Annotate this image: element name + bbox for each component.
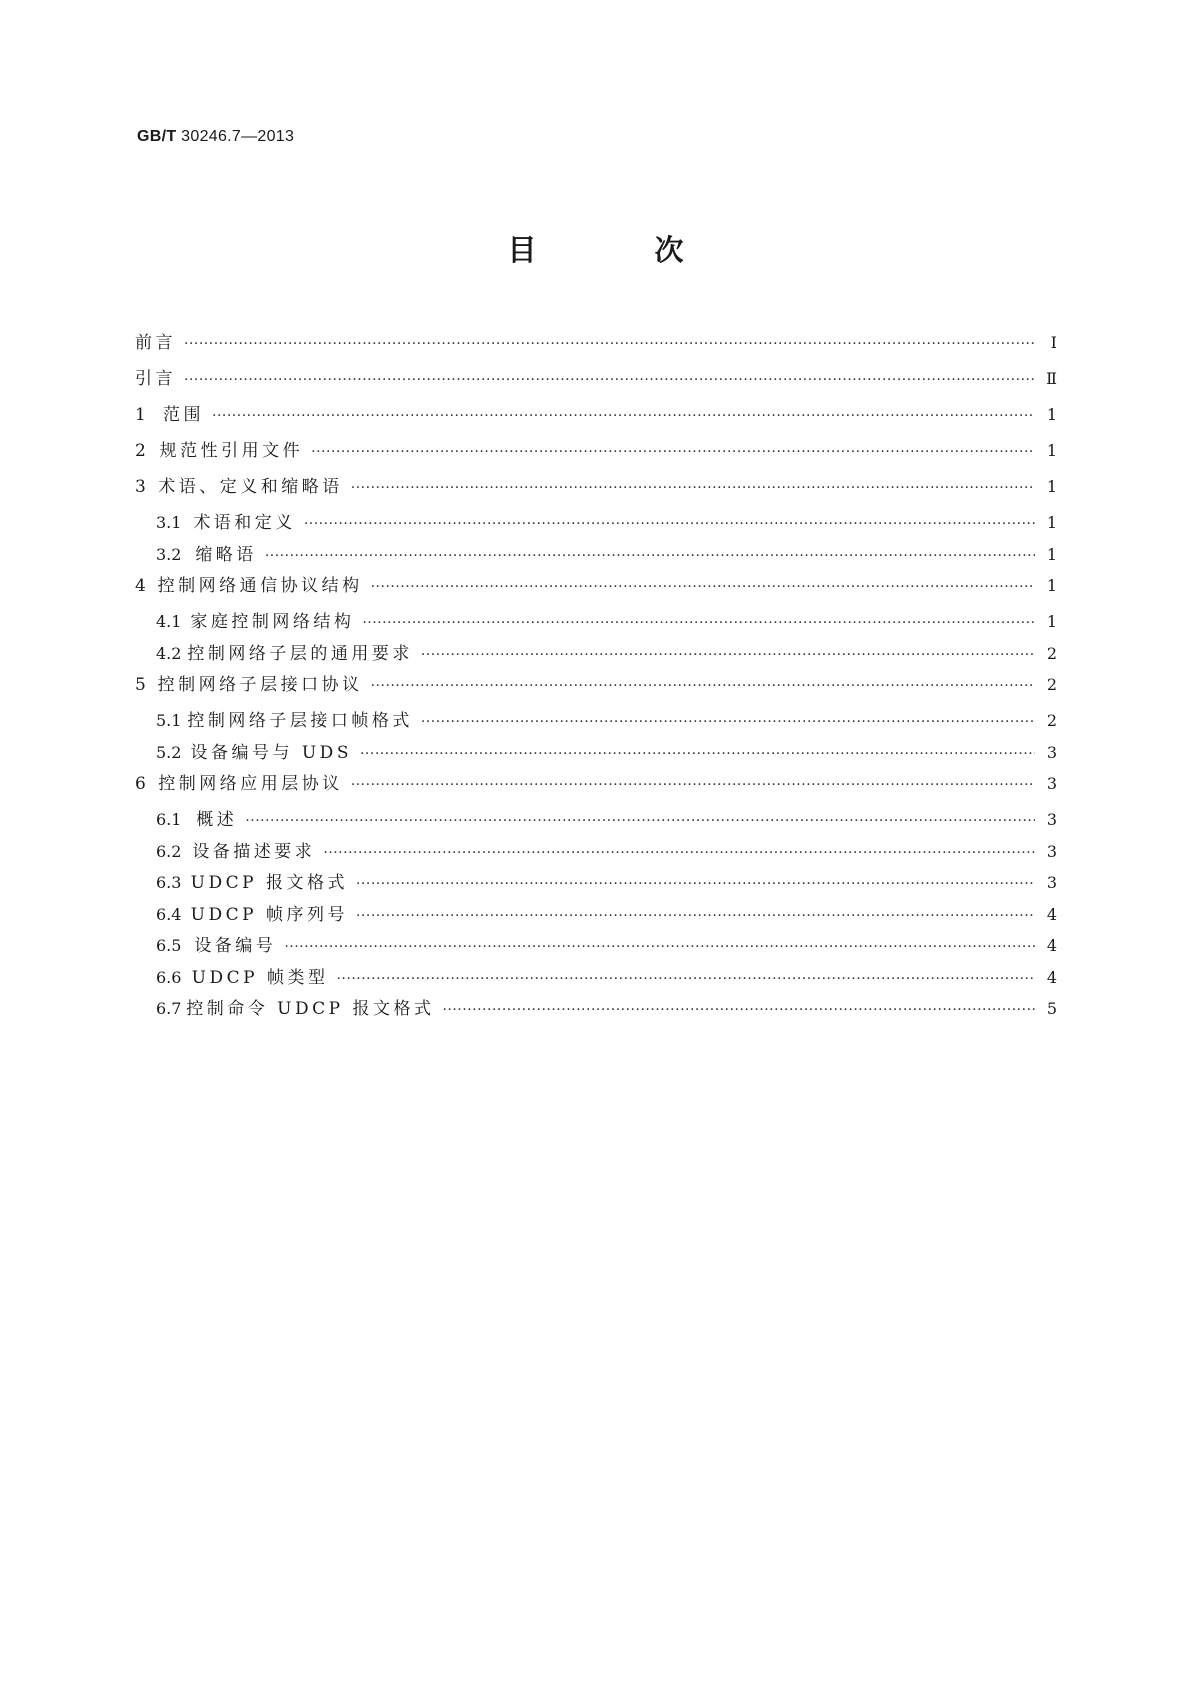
toc-entry-page: Ⅱ (1046, 369, 1057, 388)
toc-entry-number: 4.2 (156, 643, 182, 663)
standard-header (137, 128, 294, 146)
toc-entry-title: 范围 (163, 405, 204, 425)
toc-entry-title: 控制网络子层接口帧格式 (187, 711, 413, 731)
toc-entry[interactable] (135, 670, 1057, 706)
toc-entry-number: 3.2 (156, 544, 182, 564)
toc-entry-number: 6.5 (156, 936, 182, 955)
toc-entry[interactable] (135, 639, 1057, 671)
toc-entry-page: 4 (1046, 904, 1057, 924)
toc-entry-title: 前言 (135, 333, 176, 353)
toc-entry[interactable] (135, 607, 1057, 639)
toc-entry-title: 设备编号与 UDS (190, 742, 352, 763)
toc-entry-number: 1 (135, 405, 146, 425)
toc-entry[interactable] (135, 868, 1057, 900)
toc-entry[interactable] (135, 508, 1057, 540)
toc-entry[interactable] (135, 400, 1057, 436)
toc-entry-number: 6.1 (156, 810, 182, 829)
toc-entry[interactable] (135, 900, 1057, 932)
dot-leader (265, 548, 1035, 564)
toc-entry-title: 术语和定义 (193, 513, 296, 533)
toc-entry[interactable] (135, 364, 1057, 400)
toc-entry[interactable] (135, 328, 1057, 364)
toc-entry[interactable] (135, 706, 1057, 738)
table-of-contents (135, 328, 1057, 1026)
dot-leader (421, 714, 1035, 730)
toc-entry-number: 5.1 (156, 711, 182, 730)
dot-leader (371, 678, 1035, 694)
toc-entry-page: 1 (1046, 576, 1057, 595)
toc-entry-page: 2 (1046, 643, 1057, 663)
toc-entry-page: 5 (1046, 999, 1057, 1018)
toc-entry-page: 4 (1046, 967, 1057, 987)
toc-entry-page: 3 (1046, 810, 1057, 829)
standard-number: 30246.7—2013 (181, 128, 295, 145)
toc-entry-title: 规范性引用文件 (159, 441, 304, 461)
toc-entry[interactable] (135, 472, 1057, 508)
toc-entry-number: 6.6 (156, 967, 182, 987)
toc-entry-title: 控制网络通信协议结构 (157, 576, 363, 596)
dot-leader (362, 615, 1035, 631)
dot-leader (421, 647, 1035, 663)
dot-leader (323, 845, 1035, 861)
toc-entry-title: 控制网络子层的通用要求 (187, 643, 413, 664)
toc-entry-number: 6.4 (156, 904, 182, 924)
toc-entry-number: 5.2 (156, 742, 182, 762)
dot-leader (356, 876, 1035, 892)
toc-entry[interactable] (135, 805, 1057, 837)
toc-entry-number: 2 (135, 441, 146, 461)
dot-leader (184, 336, 1035, 352)
toc-entry-page: 2 (1046, 675, 1057, 694)
toc-entry[interactable] (135, 963, 1057, 995)
dot-leader (351, 480, 1035, 496)
dot-leader (442, 1002, 1035, 1018)
toc-entry-title: UDCP 帧序列号 (190, 904, 348, 925)
dot-leader (311, 444, 1035, 460)
toc-entry-number: 3.1 (156, 513, 182, 532)
toc-entry-title: 缩略语 (195, 544, 257, 565)
toc-entry-number: 6.2 (156, 841, 182, 861)
toc-entry-title: UDCP 报文格式 (190, 873, 348, 893)
dot-leader (371, 579, 1035, 595)
toc-entry-title: 设备描述要求 (192, 841, 316, 862)
toc-entry[interactable] (135, 571, 1057, 607)
dot-leader (336, 971, 1035, 987)
toc-entry-number: 5 (135, 675, 146, 695)
toc-entry-page: 3 (1046, 774, 1057, 793)
toc-entry-title: 设备编号 (194, 936, 277, 956)
toc-entry-title: 引言 (135, 369, 176, 389)
toc-entry-page: 2 (1046, 711, 1057, 730)
toc-entry[interactable] (135, 540, 1057, 572)
toc-entry[interactable] (135, 994, 1057, 1026)
dot-leader (284, 939, 1035, 955)
toc-entry-title: 控制网络应用层协议 (158, 774, 343, 794)
toc-entry-page: Ⅰ (1050, 333, 1057, 352)
page-title: 目 次 (507, 233, 738, 267)
toc-entry-page: 4 (1046, 936, 1057, 955)
dot-leader (351, 777, 1035, 793)
toc-entry-page: 1 (1046, 477, 1057, 496)
toc-entry-number: 4.1 (156, 612, 182, 631)
dot-leader (356, 908, 1035, 924)
toc-entry-page: 3 (1046, 873, 1057, 892)
toc-entry-number: 6.7 (156, 999, 182, 1018)
toc-entry-number: 3 (135, 477, 146, 497)
toc-entry-page: 1 (1046, 441, 1057, 460)
toc-entry-number: 4 (135, 576, 146, 596)
toc-entry-page: 1 (1046, 513, 1057, 532)
toc-entry-page: 3 (1046, 841, 1057, 861)
toc-entry-title: 家庭控制网络结构 (190, 612, 355, 632)
toc-entry[interactable] (135, 738, 1057, 770)
toc-entry-title: 术语、定义和缩略语 (158, 477, 343, 497)
dot-leader (360, 746, 1035, 762)
dot-leader (245, 813, 1035, 829)
toc-entry-title: 控制命令 UDCP 报文格式 (186, 999, 435, 1019)
toc-entry[interactable] (135, 436, 1057, 472)
toc-entry-title: 控制网络子层接口协议 (157, 675, 363, 695)
dot-leader (304, 516, 1035, 532)
toc-entry-title: UDCP 帧类型 (191, 967, 329, 988)
toc-entry[interactable] (135, 837, 1057, 869)
dot-leader (184, 372, 1035, 388)
toc-entry-page: 1 (1046, 612, 1057, 631)
toc-entry[interactable] (135, 769, 1057, 805)
toc-entry[interactable] (135, 931, 1057, 963)
dot-leader (212, 408, 1035, 424)
toc-entry-number: 6.3 (156, 873, 182, 892)
toc-entry-title: 概述 (196, 810, 238, 830)
toc-entry-page: 1 (1046, 405, 1057, 424)
toc-entry-number: 6 (135, 774, 146, 794)
standard-code: GB/T (137, 128, 177, 145)
toc-entry-page: 3 (1046, 742, 1057, 762)
toc-entry-page: 1 (1046, 544, 1057, 564)
